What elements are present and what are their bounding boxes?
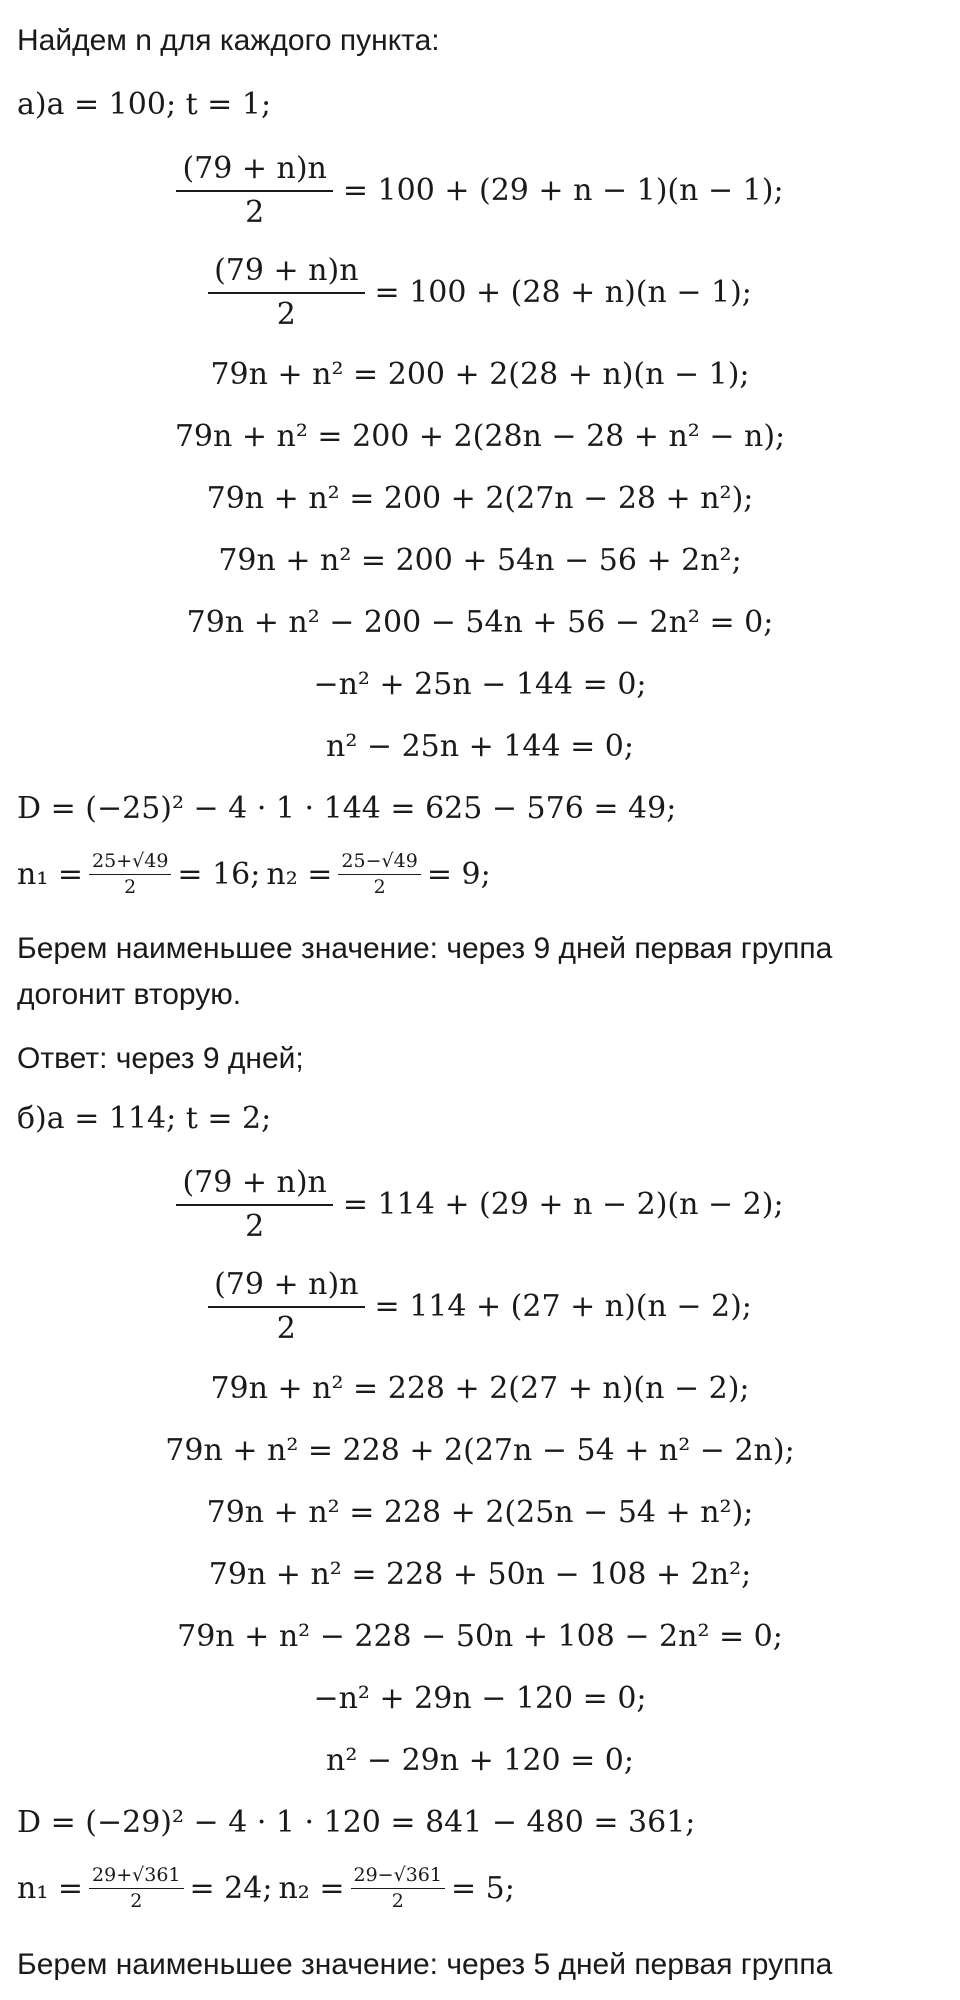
part-a-equation-6: 79n + n² = 200 + 54n − 56 + 2n²; <box>218 543 742 578</box>
part-b-equation-8: −n² + 29n − 120 = 0; <box>313 1681 647 1716</box>
part-b-equation-7: 79n + n² − 228 − 50n + 108 − 2n² = 0; <box>177 1619 783 1654</box>
part-a-conclusion-line-1: Берем наименьшее значение: через 9 дней первая группа <box>17 932 833 965</box>
part-b-equation-3: 79n + n² = 228 + 2(27 + n)(n − 2); <box>210 1371 750 1406</box>
part-a-discriminant: D = (−25)² − 4 · 1 · 144 = 625 − 576 = 49; <box>17 791 677 826</box>
fraction: $\frac{(79 + n)n}{2}$ <box>176 1164 332 1245</box>
part-a-roots: n₁ = $\frac{25+√49}{2}$ = 16; n₂ = $\frac{25-√49}{2}$ = 9; <box>17 850 491 898</box>
part-b-equation-4: 79n + n² = 228 + 2(27n − 54 + n² − 2n); <box>165 1433 795 1468</box>
part-b-equation-6: 79n + n² = 228 + 50n − 108 + 2n²; <box>208 1557 752 1592</box>
part-b-equation-9: n² − 29n + 120 = 0; <box>326 1743 634 1778</box>
part-b-conclusion-line-1: Берем наименьшее значение: через 5 дней первая группа <box>17 1948 833 1981</box>
part-a-equation-2: $\frac{(79 + n)n}{2}$ = 100 + (28 + n)(n − 1); <box>0 252 960 333</box>
part-b-equation-1: $\frac{(79 + n)n}{2}$ = 114 + (29 + n − 2)(n − 2); <box>0 1164 960 1245</box>
part-a-equation-9: n² − 25n + 144 = 0; <box>326 729 634 764</box>
part-a-equation-8: −n² + 25n − 144 = 0; <box>313 667 647 702</box>
fraction: $\frac{(79 + n)n}{2}$ <box>176 150 332 231</box>
part-a-answer: Ответ: через 9 дней; <box>17 1042 304 1075</box>
part-a-equation-4: 79n + n² = 200 + 2(28n − 28 + n² − n); <box>174 419 786 454</box>
part-b-equation-5: 79n + n² = 228 + 2(25n − 54 + n²); <box>206 1495 754 1530</box>
part-b-discriminant: D = (−29)² − 4 · 1 · 120 = 841 − 480 = 361; <box>17 1805 696 1840</box>
part-a-equation-3: 79n + n² = 200 + 2(28 + n)(n − 1); <box>210 357 750 392</box>
fraction: $\frac{25+√49}{2}$ <box>89 850 171 899</box>
part-a-equation-7: 79n + n² − 200 − 54n + 56 − 2n² = 0; <box>186 605 774 640</box>
part-a-header: а)a = 100; t = 1; <box>17 87 272 122</box>
part-b-equation-2: $\frac{(79 + n)n}{2}$ = 114 + (27 + n)(n − 2); <box>0 1266 960 1347</box>
part-b-roots: n₁ = $\frac{29+√361}{2}$ = 24; n₂ = $\frac{29-√361}{2}$ = 5; <box>17 1864 515 1912</box>
fraction: $\frac{25-√49}{2}$ <box>338 850 420 899</box>
fraction: $\frac{29+√361}{2}$ <box>89 1864 183 1913</box>
fraction: $\frac{29-√361}{2}$ <box>351 1864 445 1913</box>
part-b-header: б)a = 114; t = 2; <box>17 1101 272 1136</box>
fraction: $\frac{(79 + n)n}{2}$ <box>208 1266 364 1347</box>
part-a-equation-5: 79n + n² = 200 + 2(27n − 28 + n²); <box>206 481 754 516</box>
part-a-equation-1: $\frac{(79 + n)n}{2}$ = 100 + (29 + n − 1)(n − 1); <box>0 150 960 231</box>
intro-text: Найдем n для каждого пункта: <box>17 24 440 57</box>
fraction: $\frac{(79 + n)n}{2}$ <box>208 252 364 333</box>
part-a-conclusion-line-2: догонит вторую. <box>17 978 242 1011</box>
